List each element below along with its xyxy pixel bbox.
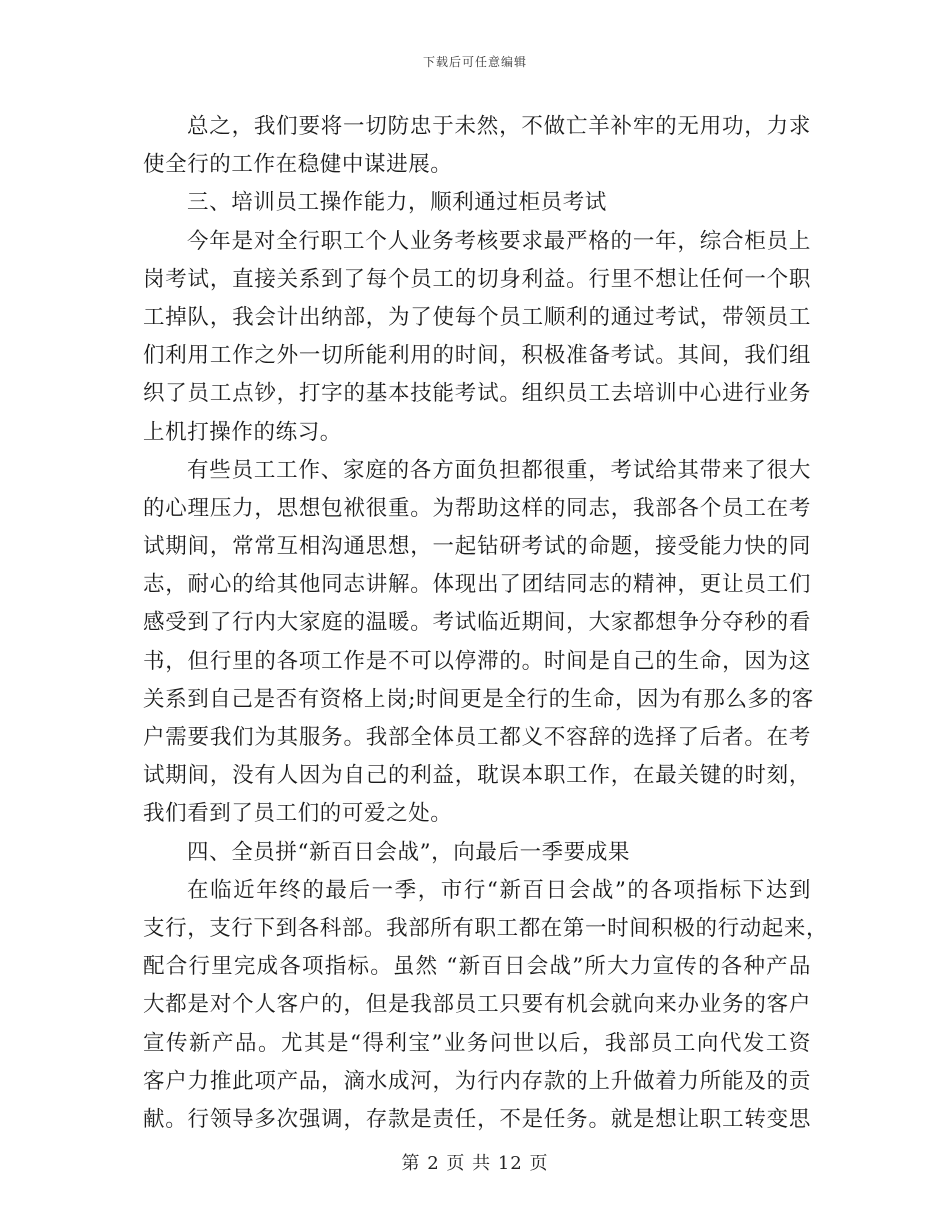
text-line: 支行，支行下到各科部。我部所有职工都在第一时间积极的行动起来， bbox=[143, 915, 829, 941]
text-line: 配合行里完成各项指标。虽然 “新百日会战”所大力宣传的各种产品 bbox=[143, 954, 811, 980]
text-line: 上机打操作的练习。 bbox=[143, 419, 342, 445]
text-line: 岗考试，直接关系到了每个员工的切身利益。行里不想让任何一个职 bbox=[143, 266, 811, 292]
text-line: 试期间，常常互相沟通思想，一起钻研考试的命题，接受能力快的同 bbox=[143, 534, 811, 560]
text-line: 书，但行里的各项工作是不可以停滞的。时间是自己的生命，因为这 bbox=[143, 648, 811, 674]
text-line: 户需要我们为其服务。我部全体员工都义不容辞的选择了后者。在考 bbox=[143, 725, 811, 750]
section-heading: 三、培训员工操作能力，顺利通过柜员考试 bbox=[187, 190, 607, 216]
text-line: 使全行的工作在稳健中谋进展。 bbox=[143, 152, 453, 178]
text-line: 织了员工点钞，打字的基本技能考试。组织员工去培训中心进行业务 bbox=[143, 381, 811, 407]
section-heading: 四、全员拼“新百日会战”，向最后一季要成果 bbox=[187, 839, 631, 865]
text-line: 在临近年终的最后一季，市行“新百日会战”的各项指标下达到 bbox=[187, 877, 811, 903]
text-line: 的心理压力，思想包袱很重。为帮助这样的同志，我部各个员工在考 bbox=[143, 495, 811, 521]
text-line: 大都是对个人客户的，但是我部员工只要有机会就向来办业务的客户 bbox=[143, 992, 811, 1018]
text-line: 工掉队，我会计出纳部，为了使每个员工顺利的通过考试，带领员工 bbox=[143, 304, 811, 330]
document-body bbox=[143, 108, 829, 1139]
text-line: 宣传新产品。尤其是“得利宝”业务问世以后，我部员工向代发工资 bbox=[143, 1030, 811, 1056]
text-line: 客户力推此项产品，滴水成河，为行内存款的上升做着力所能及的贡 bbox=[143, 1068, 811, 1094]
page-header: 下载后可任意编辑 bbox=[422, 55, 527, 69]
text-line: 总之，我们要将一切防忠于未然，不做亡羊补牢的无用功，力求 bbox=[187, 114, 811, 139]
text-line: 们利用工作之外一切所能利用的时间，积极准备考试。其间，我们组 bbox=[143, 343, 811, 369]
text-line: 有些员工工作、家庭的各方面负担都很重，考试给其带来了很大 bbox=[187, 457, 811, 483]
text-line: 试期间，没有人因为自己的利益，耽误本职工作，在最关键的时刻， bbox=[143, 763, 811, 789]
text-line: 关系到自己是否有资格上岗;时间更是全行的生命，因为有那么多的客 bbox=[143, 686, 814, 712]
text-line: 我们看到了员工们的可爱之处。 bbox=[143, 801, 453, 827]
text-line: 献。行领导多次强调，存款是责任，不是任务。就是想让职工转变思 bbox=[143, 1106, 811, 1132]
text-line: 感受到了行内大家庭的温暖。考试临近期间，大家都想争分夺秒的看 bbox=[143, 610, 811, 636]
text-line: 今年是对全行职工个人业务考核要求最严格的一年，综合柜员上 bbox=[187, 228, 811, 254]
text-line: 志，耐心的给其他同志讲解。体现出了团结同志的精神，更让员工们 bbox=[143, 572, 811, 598]
page-footer: 第 2 页 共 12 页 bbox=[401, 1153, 549, 1174]
